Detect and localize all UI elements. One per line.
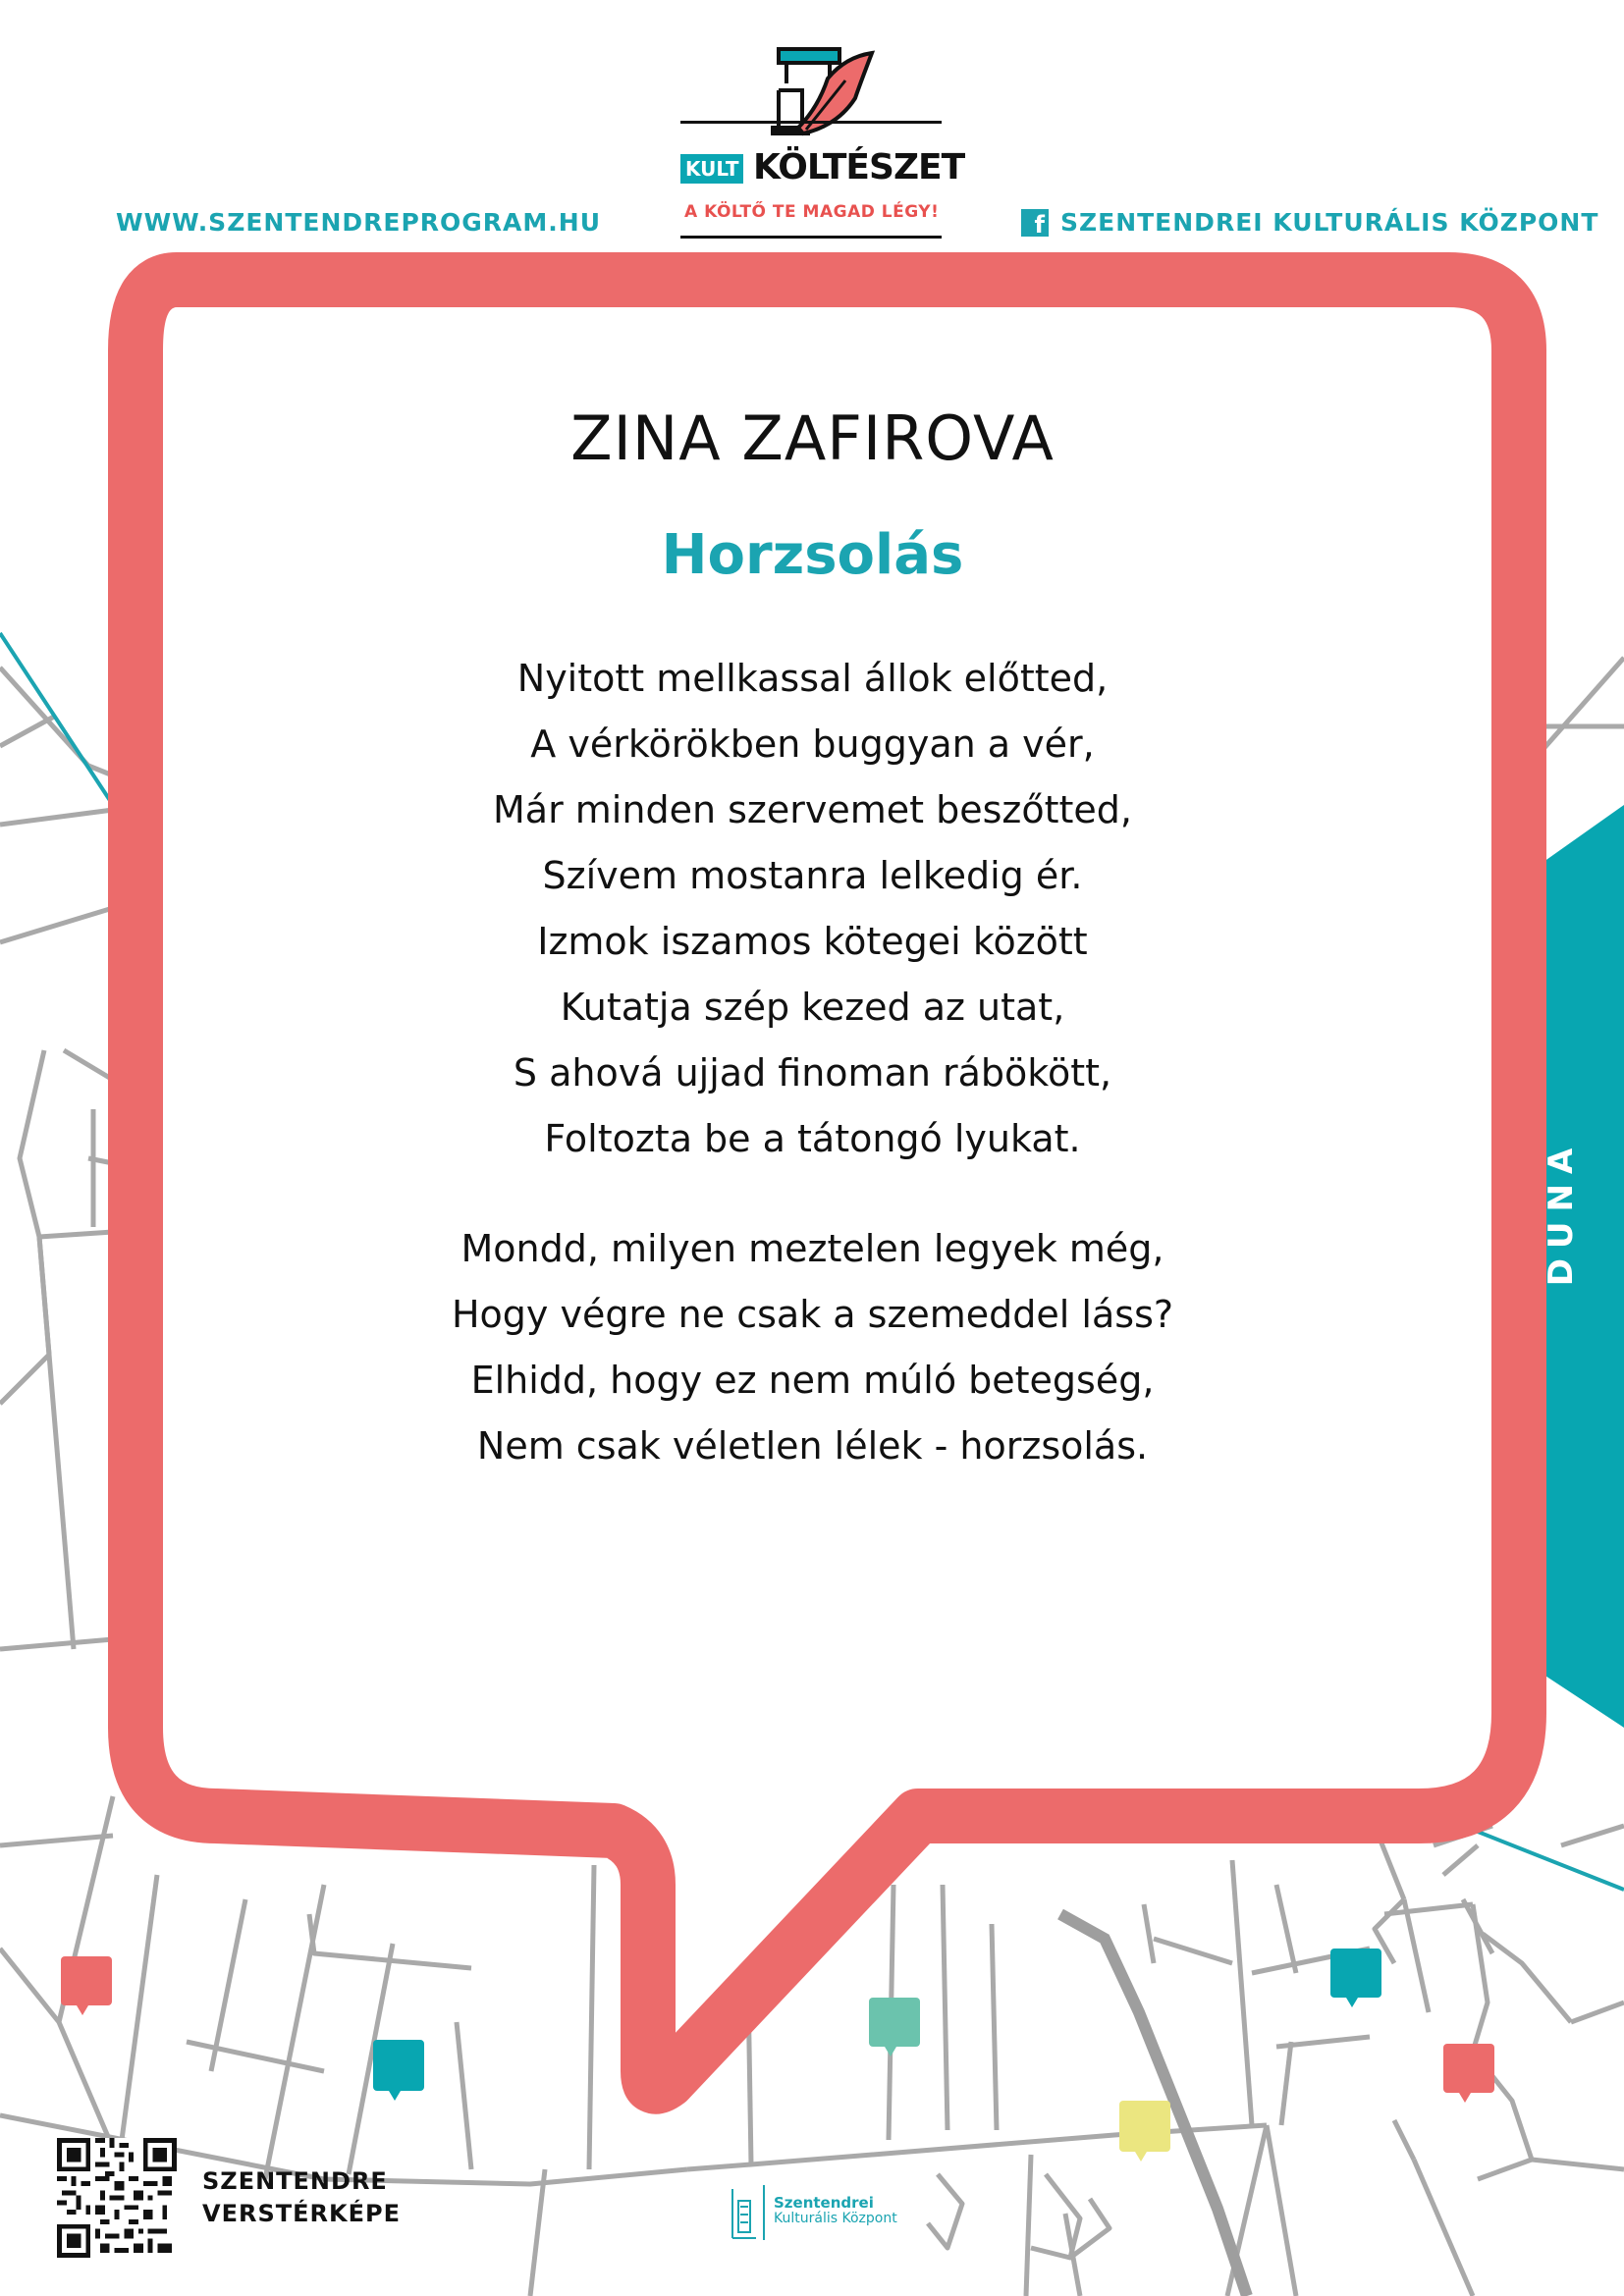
river-label-text: DUNA bbox=[1542, 1138, 1581, 1287]
poem-line: A vérkörökben buggyan a vér, bbox=[530, 722, 1095, 766]
kult-kolteszet-logo bbox=[680, 39, 965, 250]
map-marker[interactable] bbox=[1443, 2044, 1494, 2103]
logo-tagline: A KÖLTŐ TE MAGAD LÉGY! bbox=[684, 202, 940, 222]
poem-line: Izmok iszamos kötegei között bbox=[537, 920, 1088, 963]
kult-badge: KULT bbox=[680, 154, 743, 184]
poem-line: Foltozta be a tátongó lyukat. bbox=[544, 1117, 1081, 1160]
poem-author: ZINA ZAFIROVA bbox=[570, 402, 1055, 474]
facebook-icon: f bbox=[1021, 209, 1049, 237]
poem-line: Nyitott mellkassal állok előtted, bbox=[516, 657, 1109, 700]
stanza bbox=[162, 646, 1463, 1172]
poem-line: Kutatja szép kezed az utat, bbox=[560, 986, 1065, 1029]
poem-line: Hogy végre ne csak a szemeddel láss? bbox=[451, 1293, 1174, 1336]
facebook-link[interactable] bbox=[1021, 208, 1598, 237]
verse-map-title bbox=[202, 2165, 401, 2230]
map-marker[interactable] bbox=[373, 2040, 424, 2101]
facebook-label: SZENTENDREI KULTURÁLIS KÖZPONT bbox=[1060, 208, 1599, 237]
logo-divider bbox=[680, 236, 942, 239]
poem-bubble bbox=[162, 373, 1463, 1479]
logo-title: KÖLTÉSZET bbox=[753, 147, 965, 187]
poem-line: Nem csak véletlen lélek - horzsolás. bbox=[476, 1424, 1149, 1468]
cultural-center-name bbox=[774, 2195, 897, 2226]
poem-line: Elhidd, hogy ez nem múló betegség, bbox=[470, 1359, 1155, 1402]
verse-map-title-line2: VERSTÉRKÉPE bbox=[202, 2200, 401, 2227]
river-label bbox=[1517, 1109, 1605, 1315]
cultural-center-name-line1: Szentendrei bbox=[774, 2194, 874, 2212]
map-marker[interactable] bbox=[869, 1998, 920, 2056]
cultural-center-icon bbox=[729, 2179, 768, 2242]
cultural-center-name-line2: Kulturális Központ bbox=[774, 2211, 897, 2226]
poem-line: Mondd, milyen meztelen legyek még, bbox=[460, 1227, 1164, 1270]
cultural-center-logo bbox=[729, 2179, 897, 2242]
qr-code[interactable] bbox=[57, 2138, 177, 2258]
map-marker[interactable] bbox=[1330, 1949, 1381, 2007]
stanza bbox=[162, 1216, 1463, 1479]
map-marker[interactable] bbox=[1119, 2101, 1170, 2162]
poem-line: S ahová ujjad finoman rábökött, bbox=[513, 1051, 1112, 1095]
poem-title: Horzsolás bbox=[661, 523, 964, 587]
poem-line: Már minden szervemet beszőtted, bbox=[493, 788, 1132, 831]
poem-line: Szívem mostanra lelkedig ér. bbox=[542, 854, 1083, 897]
verse-map-title-line1: SZENTENDRE bbox=[202, 2167, 388, 2195]
website-link[interactable]: WWW.SZENTENDREPROGRAM.HU bbox=[116, 208, 601, 237]
poet-pen-icon bbox=[680, 39, 946, 147]
map-marker[interactable] bbox=[61, 1956, 112, 2015]
